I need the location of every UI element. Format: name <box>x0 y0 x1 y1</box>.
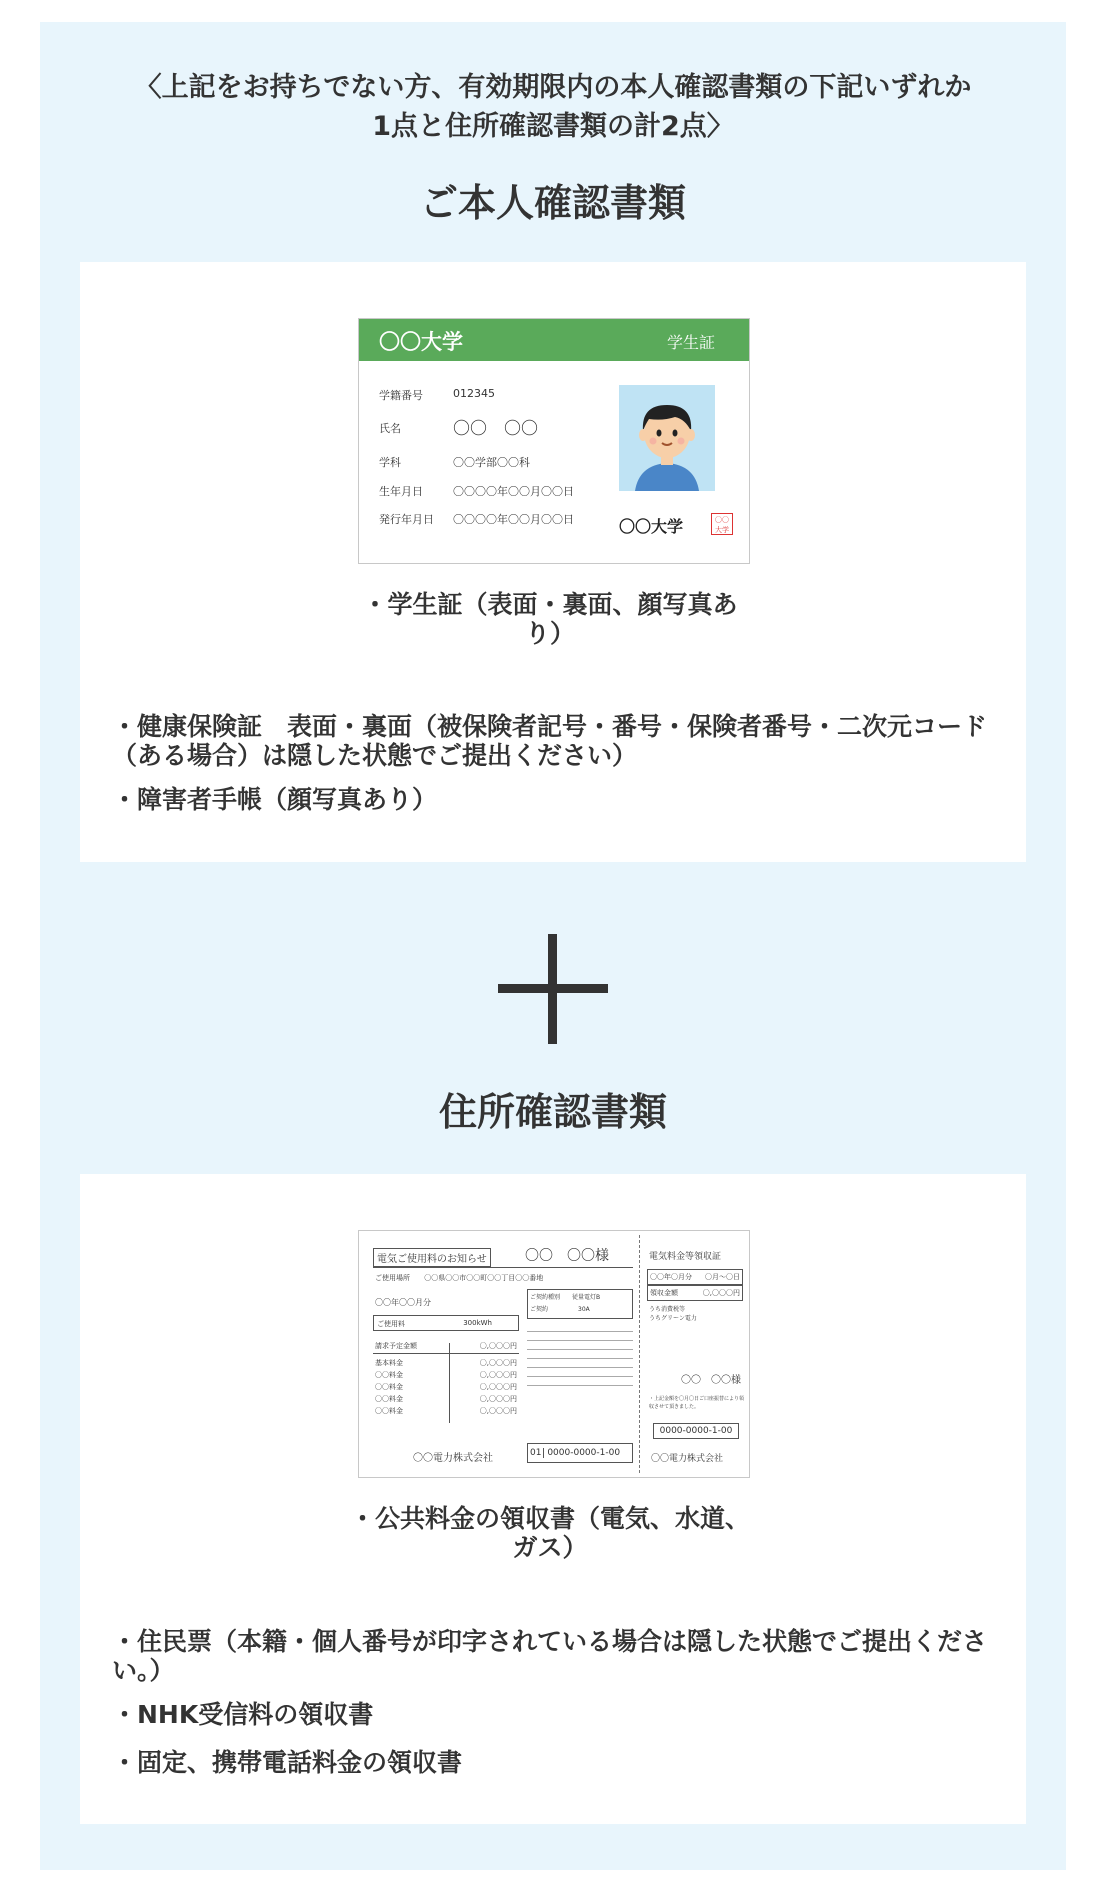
charge-row <box>375 1357 517 1369</box>
intro-line-1: 〈上記をお持ちでない方、有効期限内の本人確認書類の下記いずれか <box>134 72 972 103</box>
contract-type-label: ご契約種別 <box>530 1294 561 1301</box>
identity-section-title: ご本人確認書類 <box>419 181 686 225</box>
student-id-value <box>453 414 538 439</box>
student-id-header <box>359 319 749 361</box>
student-avatar-icon <box>619 385 715 491</box>
receipt-period-row <box>647 1269 743 1285</box>
student-id-value <box>453 483 574 499</box>
row-label: 生年月日 <box>379 485 423 498</box>
row-value: 〇〇〇〇年〇〇月〇〇日 <box>453 513 574 526</box>
bill-divider <box>373 1267 633 1268</box>
row-label: 発行年月日 <box>379 513 434 526</box>
student-photo <box>619 385 715 491</box>
charge-label: 基本料金 <box>375 1359 403 1367</box>
caption-line-1: ・公共料金の領収書（電気、水道、 <box>349 1504 750 1533</box>
student-id-university: 〇〇大学 <box>379 330 463 354</box>
bill-code <box>527 1443 633 1463</box>
contract-type-row <box>530 1292 630 1304</box>
charge-row <box>375 1393 517 1405</box>
student-id-caption <box>310 590 790 648</box>
charge-label: 〇〇料金 <box>375 1407 403 1415</box>
bill-charges-divider <box>449 1343 450 1423</box>
student-id-value <box>453 387 495 400</box>
bill-company: 〇〇電力株式会社 <box>413 1453 493 1464</box>
receipt-range: 〇月〜〇日 <box>705 1273 740 1281</box>
detail-line <box>527 1358 633 1359</box>
student-id-row <box>379 387 423 403</box>
row-value: 012345 <box>453 387 495 400</box>
charge-row <box>375 1381 517 1393</box>
detail-line <box>527 1385 633 1386</box>
detail-line <box>527 1340 633 1341</box>
address-card <box>80 1174 1026 1824</box>
address-section-title: 住所確認書類 <box>438 1090 667 1134</box>
receipt-breakdown <box>649 1305 697 1323</box>
row-value: 〇〇〇〇年〇〇月〇〇日 <box>453 485 574 498</box>
intro-line-2: 1点と住所確認書類の計2点〉 <box>372 111 734 142</box>
charge-value: 〇,〇〇〇円 <box>479 1371 517 1379</box>
contract-row <box>530 1304 630 1316</box>
identity-item-disability-handbook: ・障害者手帳（顔写真あり） <box>112 785 438 814</box>
receipt-amount-label: 領収金額 <box>650 1289 678 1297</box>
place-value: 〇〇県〇〇市〇〇町〇〇丁目〇〇番地 <box>424 1274 544 1282</box>
receipt-customer: 〇〇 〇〇様 <box>681 1375 741 1386</box>
row-label: 学籍番号 <box>379 389 423 402</box>
address-item-resident-record: ・住民票（本籍・個人番号が印字されている場合は隠した状態でご提出ください。） <box>112 1627 988 1685</box>
intro-text <box>40 68 1066 146</box>
charge-label: 〇〇料金 <box>375 1383 403 1391</box>
charge-value: 〇,〇〇〇円 <box>479 1383 517 1391</box>
detail-line <box>527 1367 633 1368</box>
receipt-note: ・上記金額を〇月〇日ご口座振替により領収させて頂きました。 <box>649 1396 745 1410</box>
row-label: 学科 <box>379 456 401 469</box>
receipt-code: 0000-0000-1-00 <box>653 1423 739 1439</box>
address-item-nhk-receipt: ・NHK受信料の領収書 <box>112 1700 374 1729</box>
plus-icon-vertical <box>548 934 557 1044</box>
usage-value: 300kWh <box>463 1319 492 1327</box>
billing-label: 請求予定金額 <box>375 1342 417 1350</box>
receipt-breakdown-2: うちグリーン電力 <box>649 1315 697 1322</box>
receipt-amount-value: 〇,〇〇〇円 <box>702 1289 740 1297</box>
row-label: 氏名 <box>379 422 401 435</box>
receipt-company: 〇〇電力株式会社 <box>651 1454 724 1464</box>
receipt-period: 〇〇年〇月分 <box>650 1273 692 1281</box>
detail-line <box>527 1349 633 1350</box>
charge-label: 〇〇料金 <box>375 1371 403 1379</box>
billing-value: 〇,〇〇〇円 <box>479 1342 517 1350</box>
charge-row <box>375 1369 517 1381</box>
caption-line-2: ガス） <box>512 1533 588 1562</box>
detail-line <box>527 1376 633 1377</box>
charge-value: 〇,〇〇〇円 <box>479 1395 517 1403</box>
receipt-breakdown-1: うち消費税等 <box>649 1306 686 1313</box>
utility-bill-caption <box>310 1504 790 1562</box>
bill-usage <box>373 1315 519 1331</box>
address-item-phone-receipt: ・固定、携帯電話料金の領収書 <box>112 1748 463 1777</box>
caption-line-2: り） <box>524 619 575 648</box>
contract-value: 30A <box>578 1306 590 1313</box>
contract-type-value: 従量電灯B <box>572 1294 601 1301</box>
caption-line-1: ・学生証（表面・裏面、顔写真あ <box>362 590 738 619</box>
code-value: 0000-0000-1-00 <box>547 1448 621 1458</box>
bill-contract-box <box>527 1289 633 1319</box>
code-prefix: 01 <box>530 1448 544 1458</box>
student-id-value <box>453 454 530 470</box>
place-label: ご使用場所 <box>375 1274 410 1282</box>
plus-icon <box>498 934 608 1044</box>
student-id-row <box>379 483 423 499</box>
seal-text: 〇〇大学 <box>715 516 729 534</box>
bill-detail-lines <box>527 1323 633 1433</box>
bill-billing <box>373 1339 519 1354</box>
utility-bill-illustration <box>358 1230 750 1478</box>
student-id-issuer: 〇〇大学 <box>619 517 684 536</box>
contract-label: ご契約 <box>530 1306 549 1313</box>
detail-line <box>527 1331 633 1332</box>
usage-label: ご使用料 <box>377 1320 405 1328</box>
student-id-illustration <box>358 318 750 564</box>
student-id-type: 学生証 <box>666 333 715 352</box>
student-id-row <box>379 454 401 470</box>
page-background <box>40 22 1066 1870</box>
charge-value: 〇,〇〇〇円 <box>479 1407 517 1415</box>
identity-card <box>80 262 1026 862</box>
receipt-title: 電気料金等領収証 <box>649 1252 722 1262</box>
charge-label: 〇〇料金 <box>375 1395 403 1403</box>
student-id-row <box>379 511 434 527</box>
row-value: 〇〇学部〇〇科 <box>453 456 530 469</box>
bill-customer: 〇〇 〇〇様 <box>525 1248 609 1264</box>
charge-row <box>375 1405 517 1417</box>
university-seal <box>711 513 733 535</box>
bill-heading: 電気ご使用料のお知らせ <box>373 1248 491 1267</box>
bill-charges <box>375 1357 517 1417</box>
bill-period: 〇〇年〇〇月分 <box>375 1298 431 1307</box>
bill-perforation <box>639 1235 640 1473</box>
row-value: 〇〇 〇〇 <box>453 419 538 439</box>
receipt-amount-row <box>647 1285 743 1301</box>
bill-place <box>375 1273 543 1283</box>
student-id-row <box>379 420 401 436</box>
charge-value: 〇,〇〇〇円 <box>479 1359 517 1367</box>
student-id-value <box>453 511 574 527</box>
identity-item-health-insurance: ・健康保険証 表面・裏面（被保険者記号・番号・保険者番号・二次元コード（ある場合）は隠した状態でご提出ください） <box>112 712 988 770</box>
